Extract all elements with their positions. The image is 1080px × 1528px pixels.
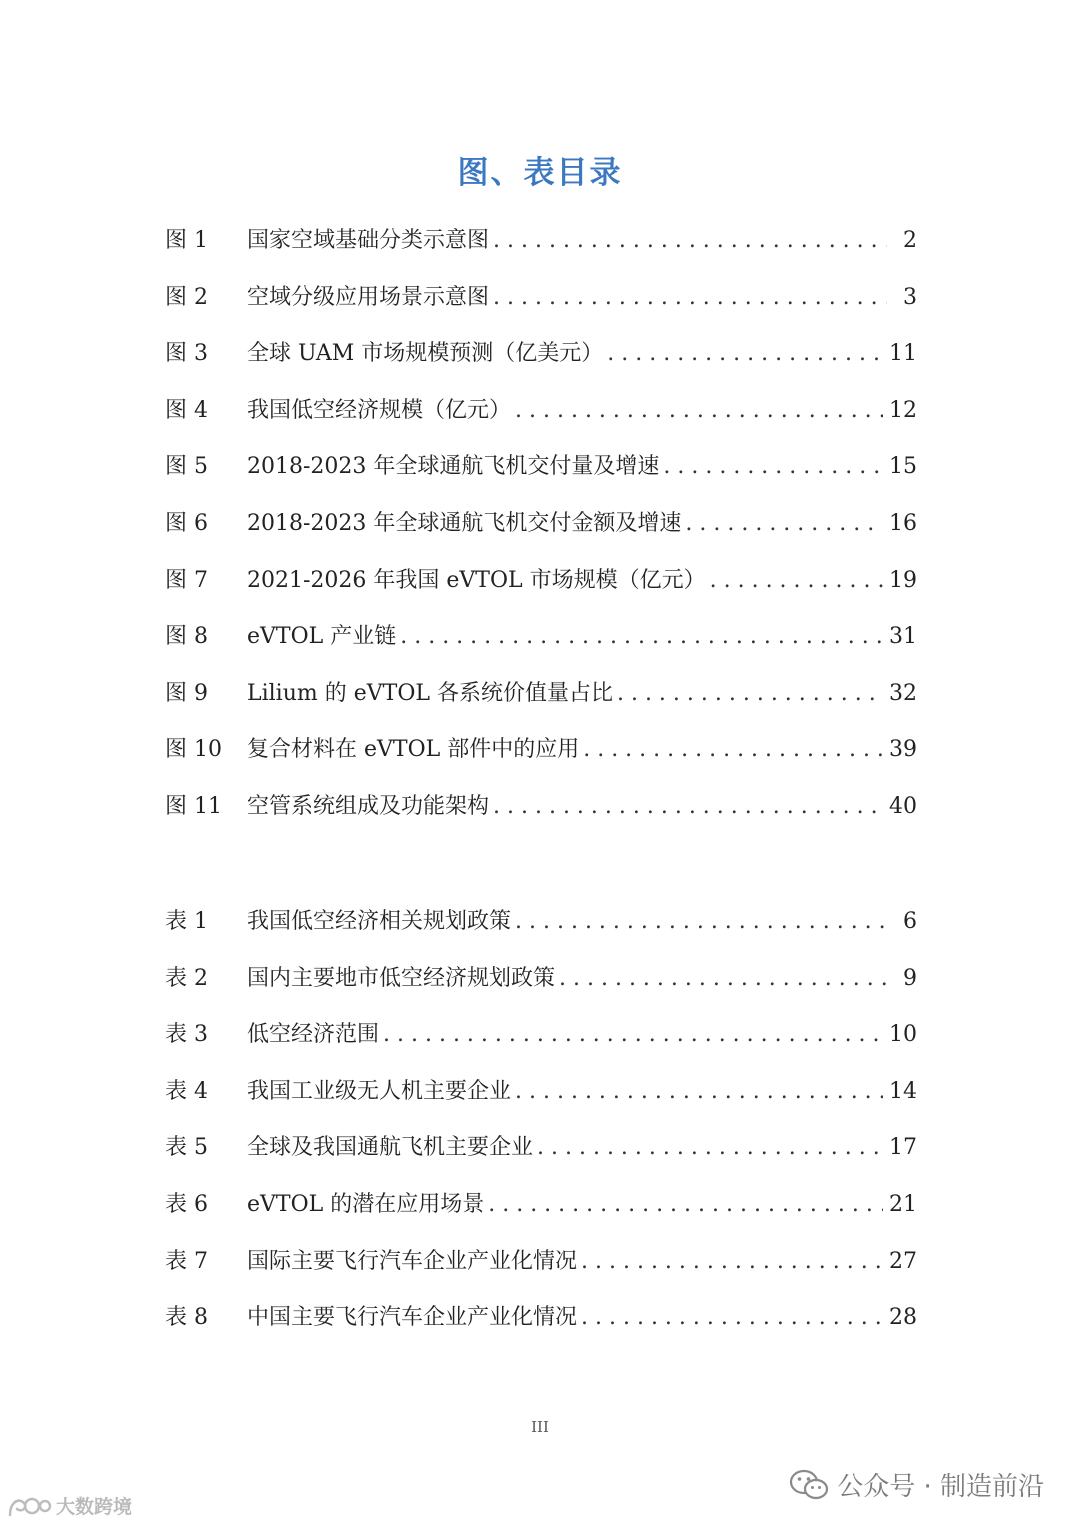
toc-page-number: 6 <box>903 909 917 934</box>
toc-page-number: 31 <box>889 624 917 650</box>
toc-entry-title: 国际主要飞行汽车企业产业化情况 <box>247 1248 578 1274</box>
figure-entry[interactable] <box>165 230 917 287</box>
toc-entry-title: 空域分级应用场景示意图 <box>247 284 490 310</box>
toc-entry-title: 我国低空经济相关规划政策 <box>247 909 512 934</box>
toc-page-number: 21 <box>889 1191 917 1217</box>
toc-page-number: 40 <box>889 793 917 819</box>
figure-entry[interactable] <box>165 793 917 853</box>
toc-entry-title: 复合材料在 eVTOL 部件中的应用 <box>247 737 580 763</box>
toc-entry-title: 国家空域基础分类示意图 <box>247 228 490 253</box>
toc-dot-leader <box>581 1251 883 1273</box>
toc-entry-label: 图 11 <box>165 793 222 819</box>
table-entry[interactable] <box>165 911 917 968</box>
toc-entry-title: 2021-2026 年我国 eVTOL 市场规模（亿元） <box>247 567 706 593</box>
wechat-icon <box>789 1468 829 1502</box>
figure-list <box>165 230 917 853</box>
table-entry[interactable] <box>165 1024 917 1081</box>
toc-page-number: 12 <box>889 397 917 423</box>
toc-entry-label: 表 8 <box>165 1305 208 1331</box>
toc-entry-title: 我国低空经济规模（亿元） <box>247 397 512 423</box>
toc-dot-leader <box>607 343 883 365</box>
toc-dot-leader <box>493 796 883 818</box>
wechat-watermark-text: 公众号 · 制造前沿 <box>837 1472 1044 1502</box>
figure-entry[interactable] <box>165 343 917 400</box>
toc-entry-title: 全球及我国通航飞机主要企业 <box>247 1135 534 1161</box>
table-entry[interactable] <box>165 1137 917 1194</box>
toc-page-number: 27 <box>889 1248 917 1274</box>
toc-dot-leader <box>493 230 887 252</box>
figure-entry[interactable] <box>165 456 917 513</box>
toc-page-number: 32 <box>889 680 917 706</box>
figure-entry[interactable] <box>165 284 917 344</box>
toc-entry-title: 2018-2023 年全球通航飞机交付金额及增速 <box>247 510 682 536</box>
toc-entry-title: 国内主要地市低空经济规划政策 <box>247 965 556 991</box>
toc-dot-leader <box>515 911 887 933</box>
toc-entry-label: 图 6 <box>165 510 208 536</box>
toc-page-number: 3 <box>903 284 917 310</box>
toc-page-number: 17 <box>889 1135 917 1161</box>
table-list <box>165 911 917 1364</box>
toc-dot-leader <box>515 1081 883 1103</box>
toc-entry-title: 全球 UAM 市场规模预测（亿美元） <box>247 341 604 367</box>
toc-entry-label: 图 8 <box>165 624 208 650</box>
toc-entry-title: eVTOL 的潜在应用场景 <box>247 1191 485 1217</box>
toc-entry-title: 空管系统组成及功能架构 <box>247 793 490 819</box>
toc-entry-label: 表 1 <box>165 909 208 934</box>
toc-dot-leader <box>559 968 887 990</box>
toc-page-number: 28 <box>889 1305 917 1331</box>
dashu-watermark <box>6 1492 132 1519</box>
toc-page-number: 10 <box>889 1022 917 1048</box>
toc-entry-label: 图 3 <box>165 341 208 367</box>
figure-list-items <box>165 230 917 853</box>
toc-entry-title: Lilium 的 eVTOL 各系统价值量占比 <box>247 680 613 706</box>
toc-dot-leader <box>685 513 883 535</box>
toc-entry-label: 图 2 <box>165 284 208 310</box>
table-entry[interactable] <box>165 1307 917 1364</box>
toc-dot-leader <box>515 400 883 422</box>
table-entry[interactable] <box>165 1078 917 1138</box>
toc-page-number: 19 <box>889 567 917 593</box>
toc-dot-leader <box>581 1307 883 1329</box>
toc-page-number: 14 <box>889 1078 917 1104</box>
toc-entry-label: 表 3 <box>165 1022 208 1048</box>
toc-dot-leader <box>383 1024 883 1046</box>
table-entry[interactable] <box>165 1248 917 1308</box>
figure-entry[interactable] <box>165 626 917 683</box>
toc-dot-leader <box>488 1194 883 1216</box>
figure-entry[interactable] <box>165 510 917 570</box>
figure-entry[interactable] <box>165 567 917 627</box>
toc-page-number: 39 <box>889 737 917 763</box>
toc-entry-label: 表 6 <box>165 1191 208 1217</box>
wechat-watermark <box>789 1466 1044 1503</box>
toc-dot-leader <box>493 287 887 309</box>
toc-entry-label: 表 7 <box>165 1248 208 1274</box>
toc-entry-label: 图 1 <box>165 228 208 253</box>
toc-entry-title: 中国主要飞行汽车企业产业化情况 <box>247 1305 578 1331</box>
dashu-watermark-text: 大数跨境 <box>56 1496 133 1518</box>
page-number: III <box>531 1418 549 1436</box>
toc-dot-leader <box>583 739 883 761</box>
toc-entry-label: 图 10 <box>165 737 222 763</box>
toc-entry-label: 图 9 <box>165 680 208 706</box>
figure-entry[interactable] <box>165 680 917 740</box>
toc-dot-leader <box>400 626 883 648</box>
dashu-logo-icon <box>6 1493 52 1519</box>
toc-page-number: 16 <box>889 510 917 536</box>
toc-page-number: 2 <box>903 228 917 253</box>
table-entry[interactable] <box>165 965 917 1025</box>
toc-dot-leader <box>617 683 883 705</box>
toc-page-number: 9 <box>903 965 917 991</box>
toc-entry-label: 图 7 <box>165 567 208 593</box>
page-title: 图、表目录 <box>457 154 623 191</box>
toc-entry-label: 表 2 <box>165 965 208 991</box>
toc-entry-title: eVTOL 产业链 <box>247 624 397 650</box>
toc-entry-label: 图 4 <box>165 397 208 423</box>
toc-entry-title: 我国工业级无人机主要企业 <box>247 1078 512 1104</box>
toc-page-number: 15 <box>889 454 917 480</box>
table-entry[interactable] <box>165 1191 917 1251</box>
toc-page-number: 11 <box>889 341 917 367</box>
toc-entry-label: 表 5 <box>165 1135 208 1161</box>
toc-dot-leader <box>663 456 883 478</box>
toc-entry-label: 图 5 <box>165 454 208 480</box>
toc-entry-title: 低空经济范围 <box>247 1022 380 1048</box>
figure-entry[interactable] <box>165 739 917 796</box>
figure-entry[interactable] <box>165 397 917 457</box>
toc-dot-leader <box>710 570 883 592</box>
table-list-items <box>165 911 917 1364</box>
toc-entry-label: 表 4 <box>165 1078 208 1104</box>
toc-dot-leader <box>537 1137 883 1159</box>
toc-entry-title: 2018-2023 年全球通航飞机交付量及增速 <box>247 454 660 480</box>
